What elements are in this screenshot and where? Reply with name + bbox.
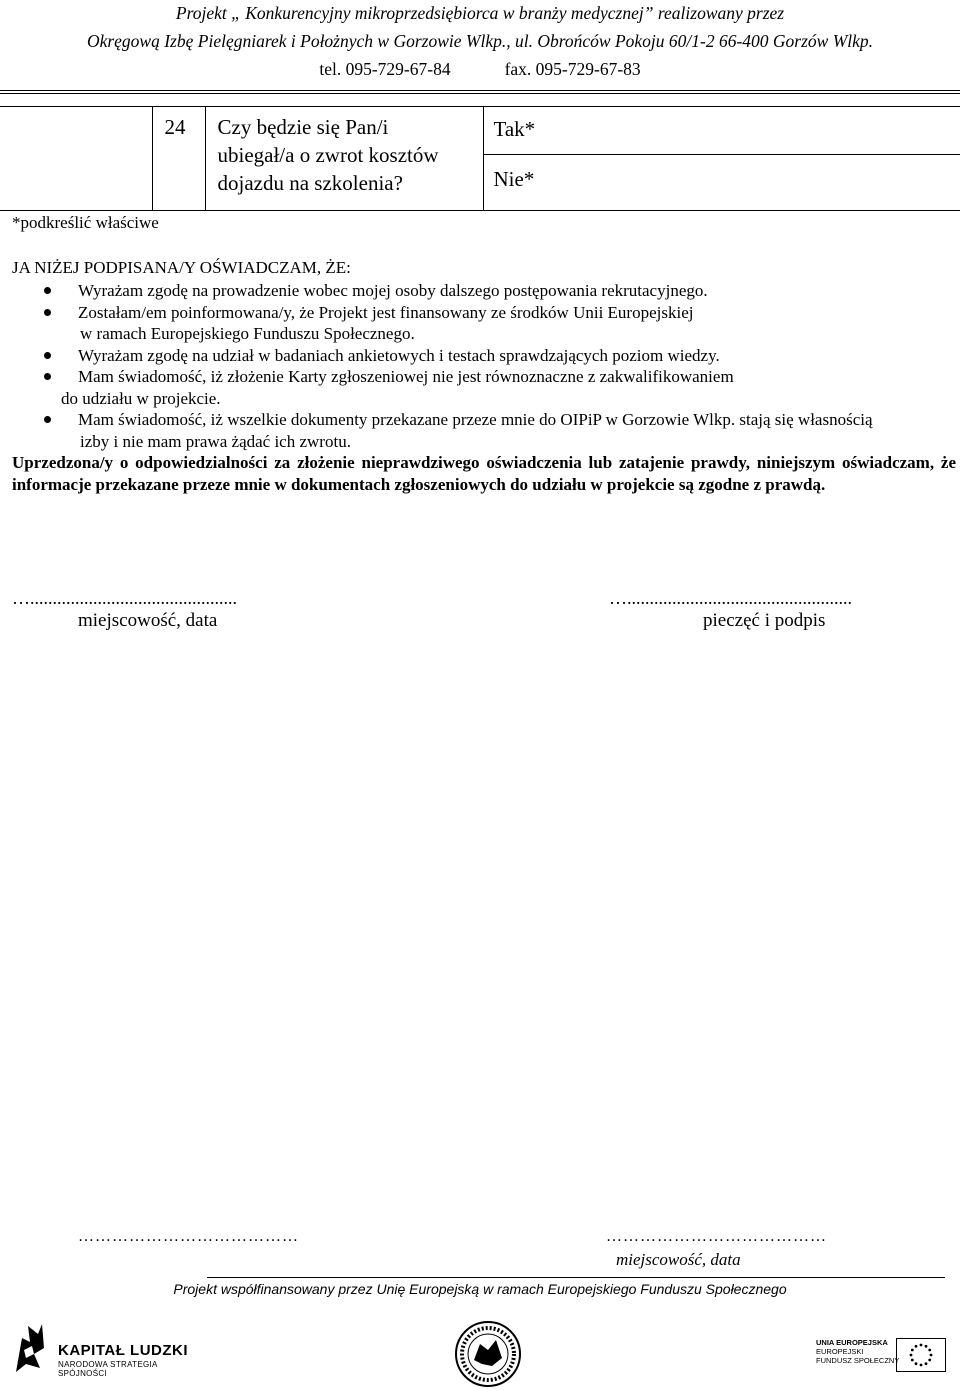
declaration-item-text: Mam świadomość, iż wszelkie dokumenty przekazane przeze mnie do OIPiP w Gorzowie Wlkp. stają się własnością (78, 410, 873, 429)
signature-dots-left: ………………………………… (78, 1228, 299, 1245)
kapital-ludzki-emblem-icon (12, 1320, 52, 1378)
bullet-icon (44, 373, 51, 380)
eu-flag-icon (896, 1338, 946, 1372)
header-rule-2 (0, 93, 960, 94)
declaration-item-continuation: do udziału w projekcie. (61, 388, 221, 408)
footer-cofinancing-text: Projekt współfinansowany przez Unię Europejską w ramach Europejskiego Funduszu Społecznego (173, 1281, 787, 1297)
question-text-line: Czy będzie się Pan/i (217, 115, 389, 139)
list-item (0, 409, 960, 452)
footer-rule (207, 1277, 945, 1278)
eu-stars-icon (897, 1339, 945, 1371)
bullet-icon (44, 416, 51, 423)
chamber-seal-logo (452, 1320, 524, 1388)
eu-logo-line: FUNDUSZ SPOŁECZNY (816, 1356, 900, 1365)
answer-yes-option[interactable]: Tak* (483, 107, 960, 155)
bullet-icon (44, 309, 51, 316)
underline-note: *podkreślić właściwe (12, 213, 159, 232)
table-blank-cell (0, 107, 152, 211)
header-rule (0, 90, 960, 91)
header-fax: fax. 095-729-67-83 (504, 59, 641, 79)
eu-logo-text (816, 1338, 899, 1365)
declaration-list (0, 280, 960, 452)
list-item (0, 366, 960, 409)
bullet-icon (44, 352, 51, 359)
stamp-signature-label: pieczęć i podpis (703, 610, 826, 631)
header-project-line: Projekt „ Konkurencyjny mikroprzedsiębiorca w branży medycznej” realizowany przez (175, 3, 785, 23)
kapital-ludzki-subtitle: NARODOWA STRATEGIA SPÓJNOŚCI (58, 1360, 158, 1378)
header-tel: tel. 095-729-67-84 (319, 59, 451, 79)
question-number: 24 (152, 107, 205, 211)
kapital-ludzki-title: KAPITAŁ LUDZKI (58, 1342, 189, 1359)
question-text-line: dojazdu na szkolenia? (217, 171, 403, 195)
kapital-ludzki-logo (12, 1320, 192, 1378)
declaration-item-text: Wyrażam zgodę na udział w badaniach ankietowych i testach sprawdzających poziom wiedzy. (78, 345, 720, 365)
list-item (0, 345, 960, 367)
eu-logo-line: UNIA EUROPEJSKA (816, 1338, 888, 1347)
header-address-line: Okręgową Izbę Pielęgniarek i Położnych w Gorzowie Wlkp., ul. Obrońców Pokoju 60/1-2 66-400 Gorzów Wlkp. (86, 31, 874, 51)
answer-no-option[interactable]: Nie* (483, 155, 960, 211)
question-text-line: ubiegał/a o zwrot kosztów (217, 143, 439, 167)
declaration-heading: JA NIŻEJ PODPISANA/Y OŚWIADCZAM, ŻE: (12, 258, 351, 277)
signature-dots-right: ………………………………… (606, 1228, 827, 1245)
place-date-dots: ….............................................. (12, 588, 237, 608)
eu-logo-line: EUROPEJSKI (816, 1347, 864, 1356)
declaration-item-continuation: izby i nie mam prawa żądać ich zwrotu. (80, 431, 351, 451)
header-contact-line (0, 57, 960, 81)
declaration-item-text: Zostałam/em poinformowana/y, że Projekt jest finansowany ze środków Unii Europejskiej (78, 302, 694, 322)
chamber-seal-icon (452, 1320, 524, 1388)
question-table (0, 106, 960, 211)
stamp-signature-dots: ….................................................. (609, 588, 852, 608)
list-item (0, 302, 960, 345)
bullet-icon (44, 287, 51, 294)
eu-logo (812, 1338, 952, 1374)
list-item (0, 280, 960, 302)
declaration-item-continuation: w ramach Europejskiego Funduszu Społecznego. (80, 324, 415, 343)
declaration-item-text: Mam świadomość, iż złożenie Karty zgłoszeniowej nie jest równoznaczne z zakwalifikowaniem (78, 367, 734, 386)
question-text (205, 107, 483, 211)
declaration-item-text: Wyrażam zgodę na prowadzenie wobec mojej osoby dalszego postępowania rekrutacyjnego. (78, 281, 708, 300)
responsibility-statement: Uprzedzona/y o odpowiedzialności za złożenie nieprawdziwego oświadczenia lub zatajenie prawdy, niniejszym oświadczam, że informacje przekazane przeze mnie w dokumentach zgłoszeniowych do udziału w projekcie są zgodne z prawdą. (12, 453, 956, 494)
place-date-label-2: miejscowość, data (616, 1250, 741, 1269)
place-date-label: miejscowość, data (78, 610, 218, 631)
